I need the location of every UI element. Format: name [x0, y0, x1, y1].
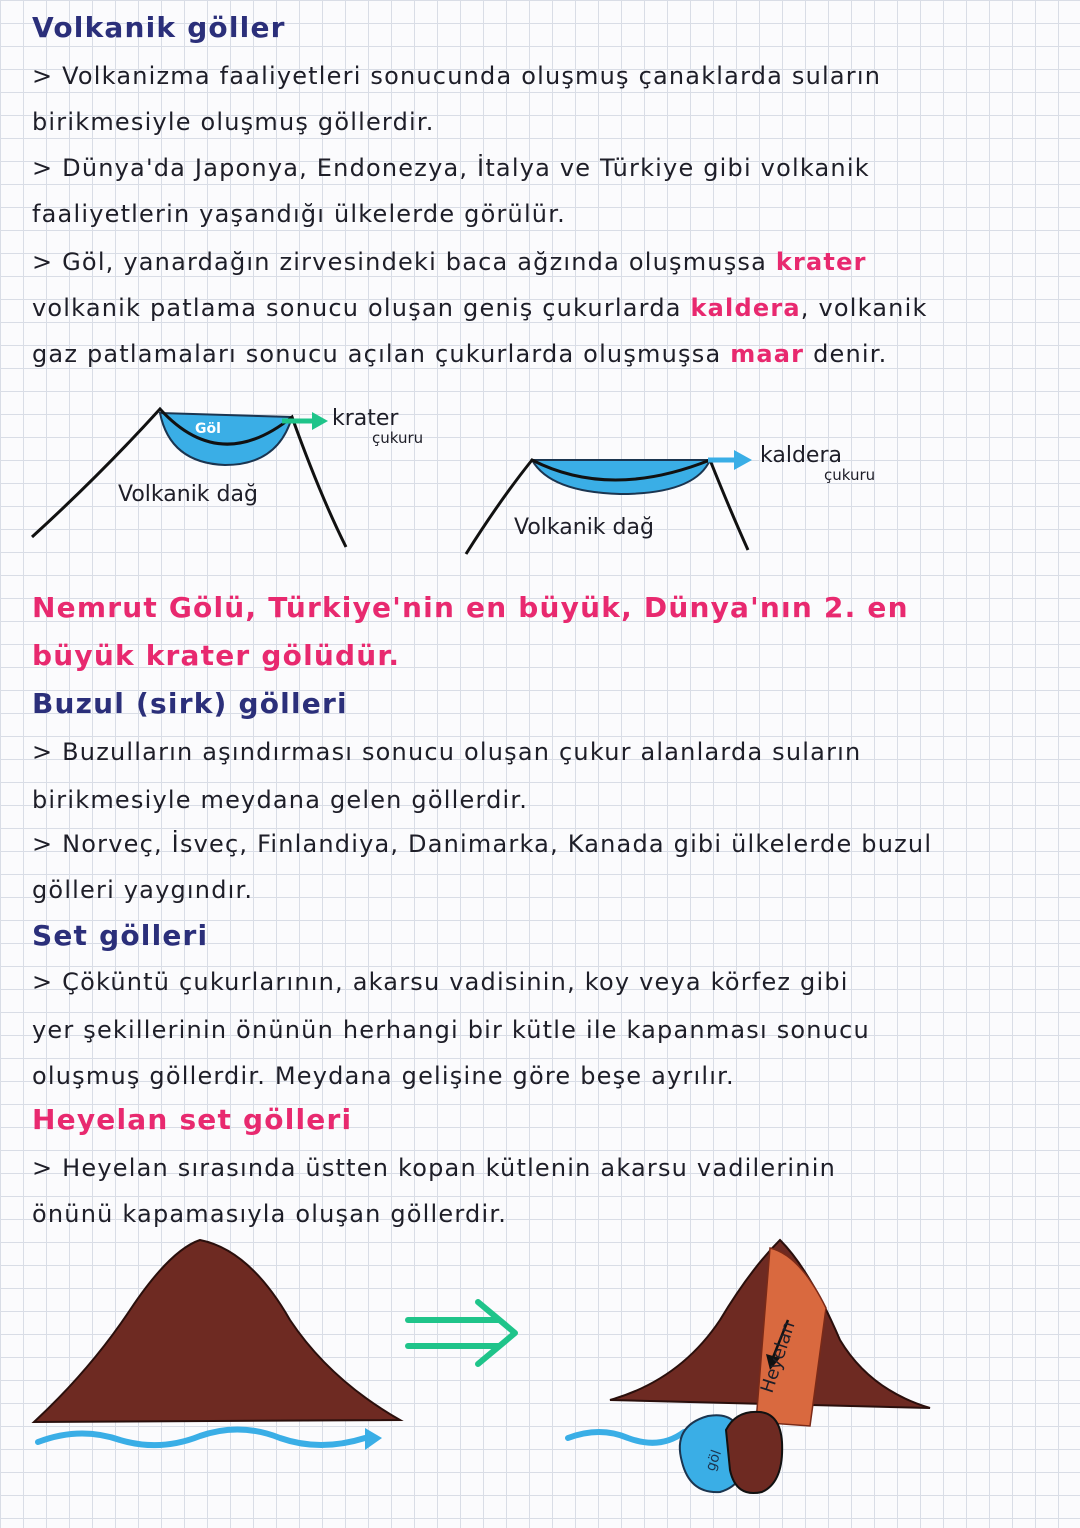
- paragraph-line: > Heyelan sırasında üstten kopan kütlenin akarsu vadilerinin: [32, 1154, 836, 1182]
- paragraph-line: > Buzulların aşındırması sonucu oluşan çukur alanlarda suların: [32, 738, 862, 766]
- paragraph-line: [32, 338, 887, 370]
- term-krater: krater: [775, 248, 867, 276]
- mountain-before: [34, 1240, 400, 1422]
- volcanic-mountain-label: Volkanik dağ: [118, 482, 258, 507]
- lake-label: Göl: [195, 421, 221, 437]
- paragraph-line: > Dünya'da Japonya, Endonezya, İtalya ve Türkiye gibi volkanik: [32, 154, 870, 182]
- section-title-heyelan: Heyelan set gölleri: [32, 1103, 353, 1136]
- text-segment: volkanik patlama sonucu oluşan geniş çukurlarda: [32, 294, 691, 322]
- nemrut-fact-line: Nemrut Gölü, Türkiye'nin en büyük, Dünya'nın 2. en: [32, 591, 909, 624]
- caldera-lake-diagram: [460, 440, 940, 560]
- section-title-set: Set gölleri: [32, 919, 209, 952]
- caldera-label: kaldera: [760, 443, 842, 468]
- heyelan-label: Heyelan: [756, 1318, 800, 1396]
- paragraph-line: > Volkanizma faaliyetleri sonucunda oluşmuş çanaklarda suların: [32, 62, 882, 90]
- crater-arrowhead: [312, 412, 328, 430]
- landslide-debris: [726, 1412, 782, 1493]
- paragraph-line: > Çöküntü çukurlarının, akarsu vadisinin, koy veya körfez gibi: [32, 968, 849, 996]
- transition-arrow: [408, 1302, 515, 1364]
- volcanic-mountain-label: Volkanik dağ: [514, 515, 654, 540]
- text-segment: , volkanik: [800, 294, 928, 322]
- caldera-arrowhead: [734, 450, 752, 470]
- paragraph-line: > Norveç, İsveç, Finlandiya, Danimarka, Kanada gibi ülkelerde buzul: [32, 830, 933, 858]
- term-kaldera: kaldera: [690, 294, 801, 322]
- lake-label: göl: [702, 1447, 726, 1474]
- paragraph-line: önünü kapamasıyla oluşan göllerdir.: [32, 1200, 508, 1228]
- paragraph-line: oluşmuş göllerdir. Meydana gelişine göre beşe ayrılır.: [32, 1062, 735, 1090]
- paragraph-line: birikmesiyle meydana gelen göllerdir.: [32, 786, 529, 814]
- term-maar: maar: [730, 340, 805, 368]
- river-before: [38, 1429, 365, 1445]
- section-title-volkanik: Volkanik göller: [32, 11, 286, 44]
- paragraph-line: birikmesiyle oluşmuş göllerdir.: [32, 108, 435, 136]
- landslide-lake-diagram: [20, 1230, 1060, 1520]
- nemrut-fact-line: büyük krater gölüdür.: [32, 639, 401, 672]
- caldera-label-2: çukuru: [824, 466, 876, 484]
- crater-label: krater: [332, 406, 399, 431]
- river-after: [568, 1432, 684, 1443]
- text-segment: gaz patlamaları sonucu açılan çukurlarda oluşmuşsa: [32, 340, 731, 368]
- paragraph-line: [32, 246, 867, 278]
- paragraph-line: yer şekillerinin önünün herhangi bir kütle ile kapanması sonucu: [32, 1016, 870, 1044]
- caldera-lake-water: [532, 460, 710, 494]
- crater-label-2: çukuru: [372, 429, 424, 447]
- text-segment: denir.: [804, 340, 888, 368]
- paragraph-line: [32, 292, 928, 324]
- paragraph-line: gölleri yaygındır.: [32, 876, 254, 904]
- text-segment: > Göl, yanardağın zirvesindeki baca ağzında oluşmuşsa: [32, 248, 776, 276]
- paragraph-line: faaliyetlerin yaşandığı ülkelerde görülür.: [32, 200, 566, 228]
- crater-lake-water: [160, 413, 292, 465]
- crater-lake-diagram: [20, 395, 480, 560]
- river-arrowhead: [365, 1428, 382, 1450]
- section-title-buzul: Buzul (sirk) gölleri: [32, 687, 348, 720]
